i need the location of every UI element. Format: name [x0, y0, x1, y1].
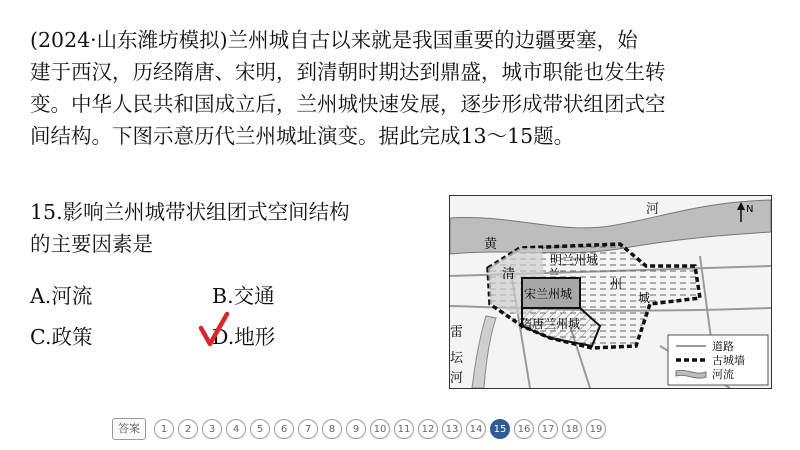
- map-label-north: N: [746, 204, 754, 215]
- city-map-svg: [450, 196, 771, 388]
- page-button[interactable]: 7: [298, 419, 318, 439]
- map-label-he-left: 河: [450, 371, 464, 386]
- option-b[interactable]: B.交通: [212, 284, 275, 308]
- intro-paragraph: [30, 24, 775, 152]
- page-button[interactable]: 17: [538, 419, 558, 439]
- map-legend: [668, 335, 768, 385]
- page-button[interactable]: 12: [418, 419, 438, 439]
- page-button[interactable]: 6: [274, 419, 294, 439]
- map-label-zhou: 州: [610, 277, 623, 291]
- page-button[interactable]: 18: [562, 419, 582, 439]
- map-label-huang: 黄: [484, 237, 498, 252]
- option-d[interactable]: D.地形: [212, 325, 276, 349]
- legend-wall-label: 古城墙: [712, 354, 745, 367]
- page-button[interactable]: 9: [346, 419, 366, 439]
- option-c[interactable]: C.政策: [30, 325, 93, 349]
- page-button[interactable]: 16: [514, 419, 534, 439]
- map-label-ming: 明兰州城: [550, 253, 599, 267]
- intro-line: 变。中华人民共和国成立后，兰州城快速发展，逐步形成带状组团式空: [30, 92, 666, 116]
- option-a[interactable]: A.河流: [30, 284, 93, 308]
- city-map: [449, 195, 772, 389]
- map-label-qing: 清: [502, 267, 516, 282]
- legend-road-label: 道路: [712, 340, 734, 353]
- legend-river-label: 河流: [712, 368, 734, 381]
- lei-tan-river: [472, 316, 496, 388]
- page-button[interactable]: 5: [250, 419, 270, 439]
- page-button[interactable]: 1: [154, 419, 174, 439]
- page-button[interactable]: 14: [466, 419, 486, 439]
- intro-line: (2024·山东潍坊模拟)兰州城自古以来就是我国重要的边疆要塞，始: [30, 28, 638, 52]
- page-button[interactable]: 8: [322, 419, 342, 439]
- checkmark-icon: [198, 312, 230, 348]
- question-line: 15.影响兰州城带状组团式空间结构: [30, 200, 350, 224]
- page-button[interactable]: 13: [442, 419, 462, 439]
- map-label-song: 宋兰州城: [524, 287, 573, 301]
- map-label-lan: 兰: [548, 267, 561, 281]
- question-stem: [30, 196, 350, 260]
- question-line: 的主要因素是: [30, 232, 153, 256]
- question-nav: [112, 418, 606, 440]
- map-label-he: 河: [646, 202, 660, 217]
- map-label-lei: 雷: [450, 325, 464, 340]
- page-button[interactable]: 10: [370, 419, 390, 439]
- page-button[interactable]: 19: [586, 419, 606, 439]
- page-button[interactable]: 4: [226, 419, 246, 439]
- intro-line: 间结构。下图示意历代兰州城址演变。据此完成13～15题。: [30, 124, 575, 148]
- page-button[interactable]: 3: [202, 419, 222, 439]
- intro-line: 建于西汉，历经隋唐、宋明，到清朝时期达到鼎盛，城市职能也发生转: [30, 60, 666, 84]
- page-button[interactable]: 11: [394, 419, 414, 439]
- page-button[interactable]: 15: [490, 419, 510, 439]
- map-label-cheng: 城: [638, 291, 651, 305]
- map-label-tan: 坛: [450, 351, 464, 366]
- page-button[interactable]: 2: [178, 419, 198, 439]
- answer-button[interactable]: 答案: [112, 418, 146, 440]
- map-label-suitang: 隋唐兰州城: [520, 317, 581, 331]
